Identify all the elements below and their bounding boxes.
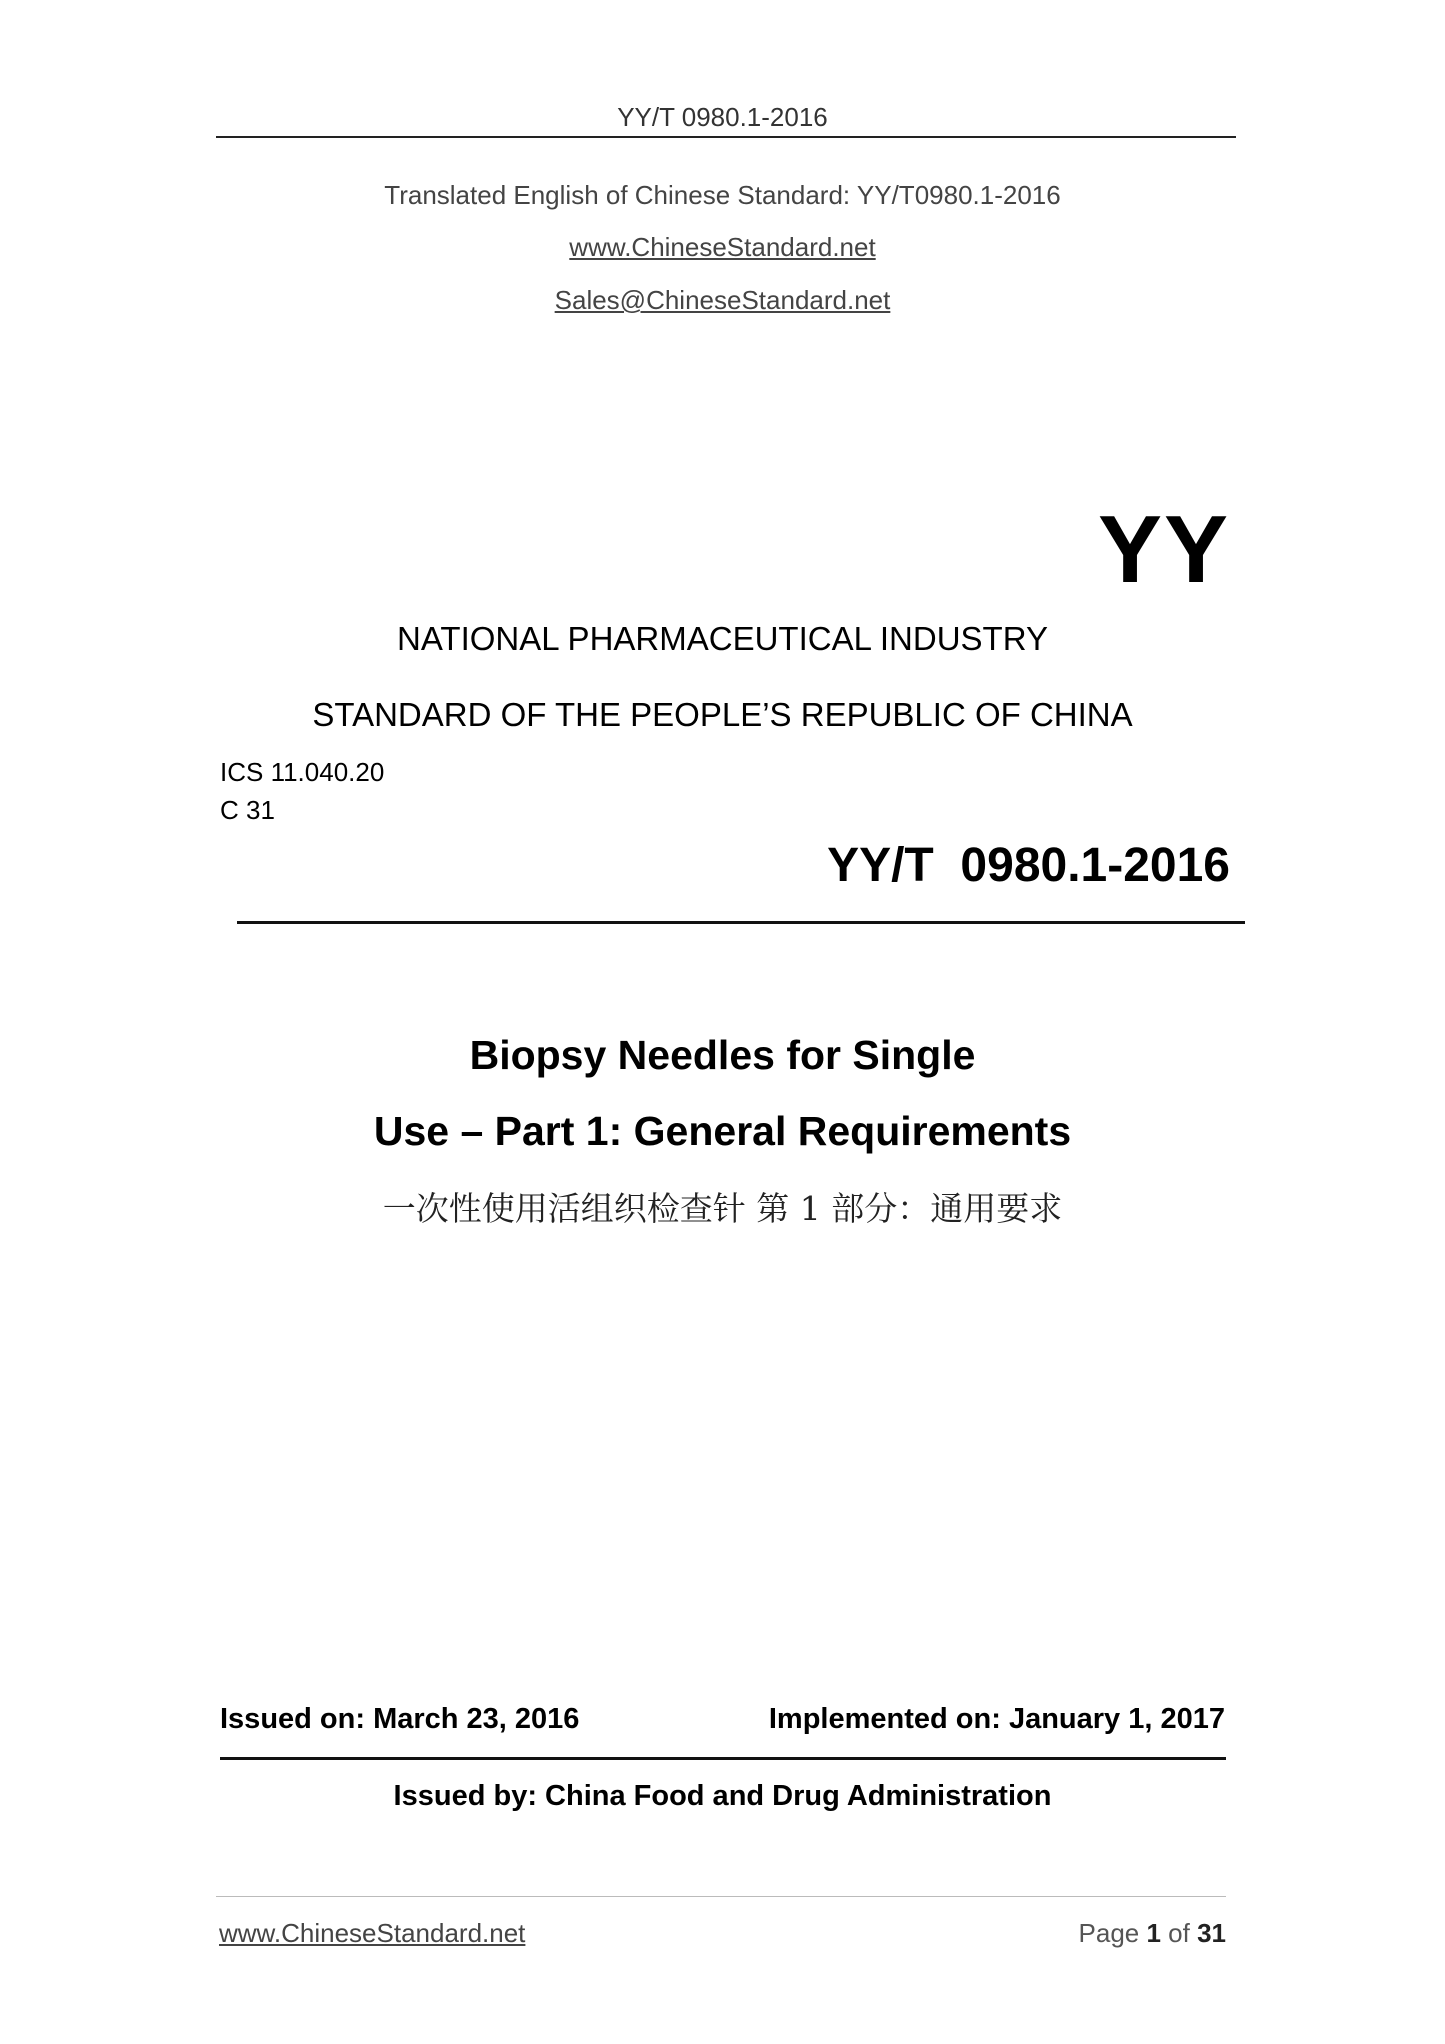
authority-line-1: NATIONAL PHARMACEUTICAL INDUSTRY	[397, 620, 1048, 657]
standard-number: YY/T 0980.1-2016	[827, 839, 1230, 892]
issuing-authority: Issued by: China Food and Drug Administration	[393, 1780, 1052, 1812]
page-total: 31	[1197, 1918, 1226, 1948]
ics-code: ICS 11.040.20	[220, 757, 385, 787]
issued-on-date: Issued on: March 23, 2016	[220, 1703, 580, 1735]
footer-divider	[216, 1896, 1226, 1897]
running-header: YY/T 0980.1-2016	[617, 102, 828, 132]
dates-divider	[220, 1757, 1226, 1760]
page-current: 1	[1146, 1918, 1161, 1948]
email-link-container	[0, 285, 1445, 316]
title-english-line-1: Biopsy Needles for Single	[469, 1032, 976, 1078]
footer-website-link[interactable]: www.ChineseStandard.net	[219, 1918, 526, 1948]
standard-number-divider	[237, 921, 1245, 924]
sales-email-link[interactable]: Sales@ChineseStandard.net	[554, 285, 891, 315]
header-divider	[216, 136, 1236, 138]
title-chinese: 一次性使用活组织检查针 第 1 部分：通用要求	[382, 1189, 1063, 1228]
standard-mark: YY	[1097, 496, 1230, 603]
title-english-line-2: Use – Part 1: General Requirements	[373, 1108, 1072, 1154]
page-indicator	[1079, 1918, 1226, 1949]
website-link[interactable]: www.ChineseStandard.net	[569, 232, 876, 262]
authority-line-2: STANDARD OF THE PEOPLE’S REPUBLIC OF CHINA	[312, 696, 1133, 733]
website-link-container	[0, 232, 1445, 263]
ccs-code: C 31	[220, 795, 275, 825]
page-separator: of	[1160, 1918, 1198, 1948]
implemented-on-date: Implemented on: January 1, 2017	[768, 1703, 1225, 1735]
translation-notice: Translated English of Chinese Standard: YY/T0980.1-2016	[384, 180, 1061, 210]
page-prefix: Page	[1078, 1918, 1147, 1948]
